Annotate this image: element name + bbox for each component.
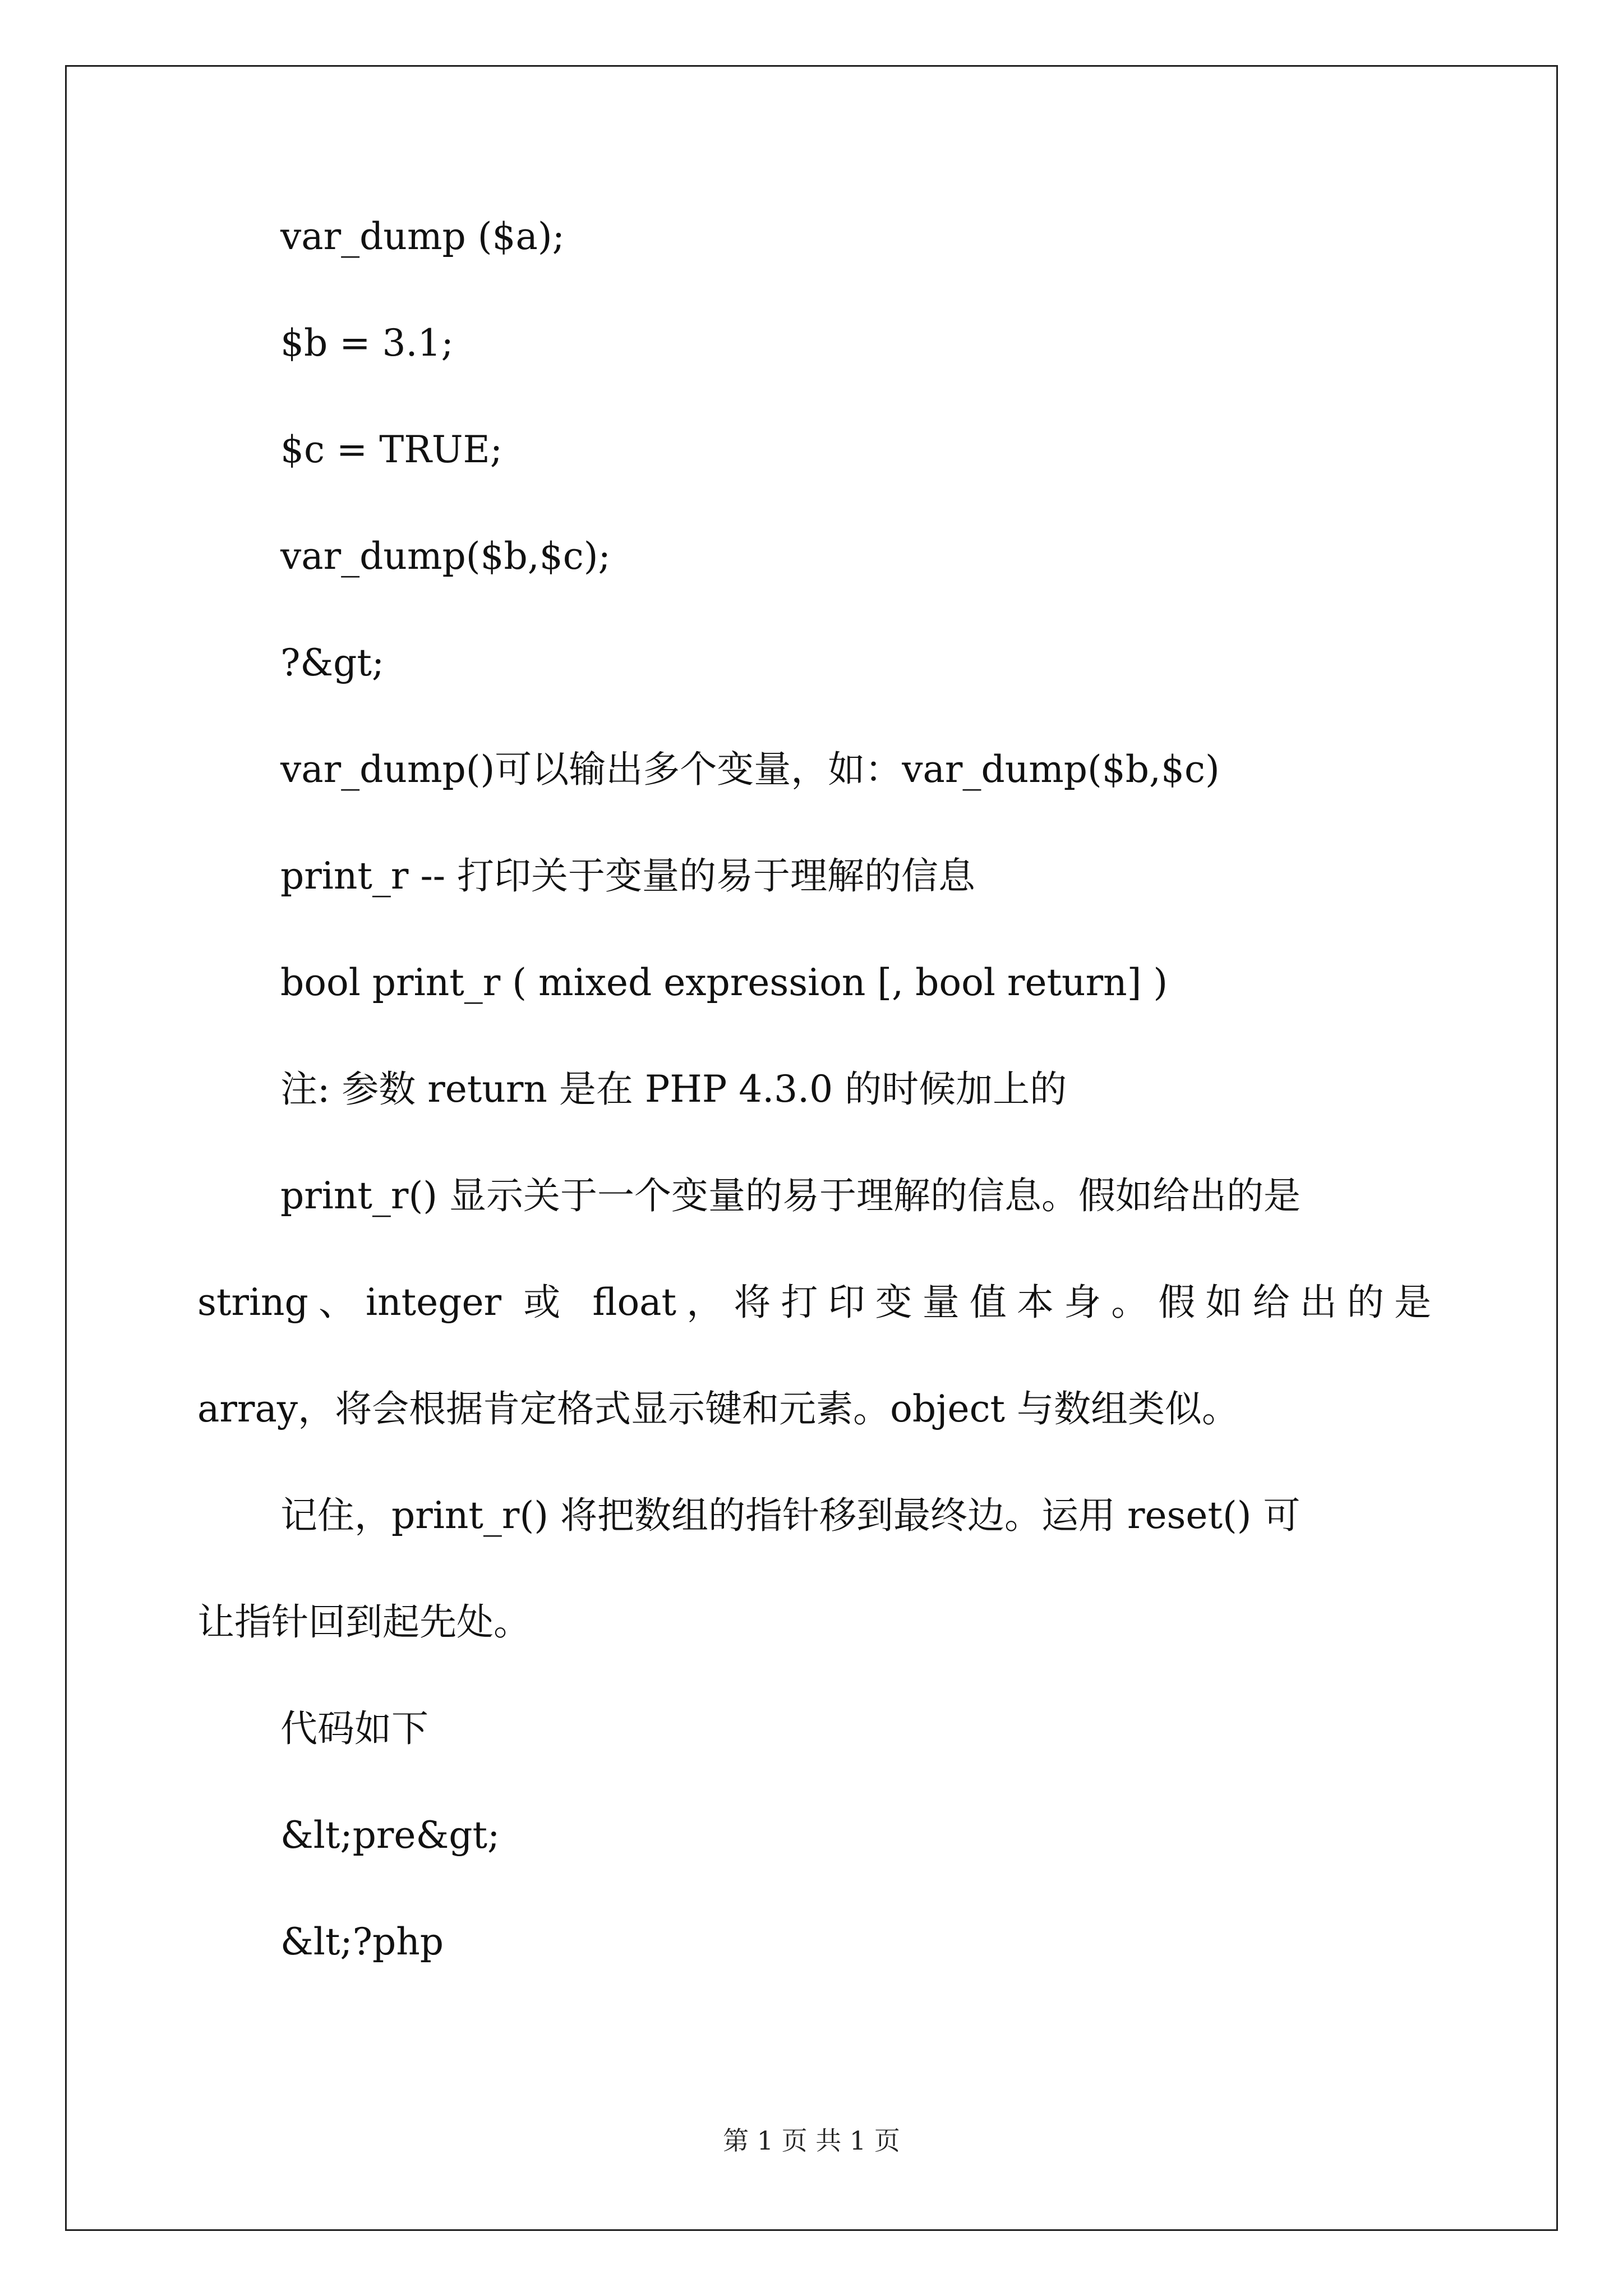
code-line: $b = 3.1; (280, 321, 454, 365)
paragraph-line: string、integer 或 float，将打印变量值本身。假如给出的是 (197, 1281, 1431, 1324)
code-line: $c = TRUE; (280, 428, 502, 471)
paragraph-line: var_dump()可以输出多个变量，如：var_dump($b,$c) (280, 748, 1220, 791)
paragraph-line: 代码如下 (280, 1707, 428, 1750)
page-footer: 第 1 页 共 1 页 (723, 2125, 900, 2156)
note-line: 注: 参数 return 是在 PHP 4.3.0 的时候加上的 (280, 1068, 1067, 1111)
paragraph-line: print_r -- 打印关于变量的易于理解的信息 (280, 854, 976, 898)
code-line: ?&gt; (280, 641, 385, 684)
paragraph-line: 记住，print_r() 将把数组的指针移到最终边。运用 reset() 可 (280, 1494, 1301, 1537)
paragraph-line: array，将会根据肯定格式显示键和元素。object 与数组类似。 (197, 1387, 1239, 1430)
paragraph-line: 让指针回到起先处。 (197, 1600, 531, 1644)
paragraph-line: print_r() 显示关于一个变量的易于理解的信息。假如给出的是 (280, 1174, 1301, 1217)
code-line: &lt;?php (280, 1920, 444, 1963)
code-line: var_dump($b,$c); (280, 535, 611, 578)
page-frame (65, 65, 1558, 2231)
code-line: bool print_r ( mixed expression [, bool return] ) (280, 961, 1168, 1004)
code-line: var_dump ($a); (280, 215, 565, 258)
code-line: &lt;pre&gt; (280, 1814, 500, 1857)
